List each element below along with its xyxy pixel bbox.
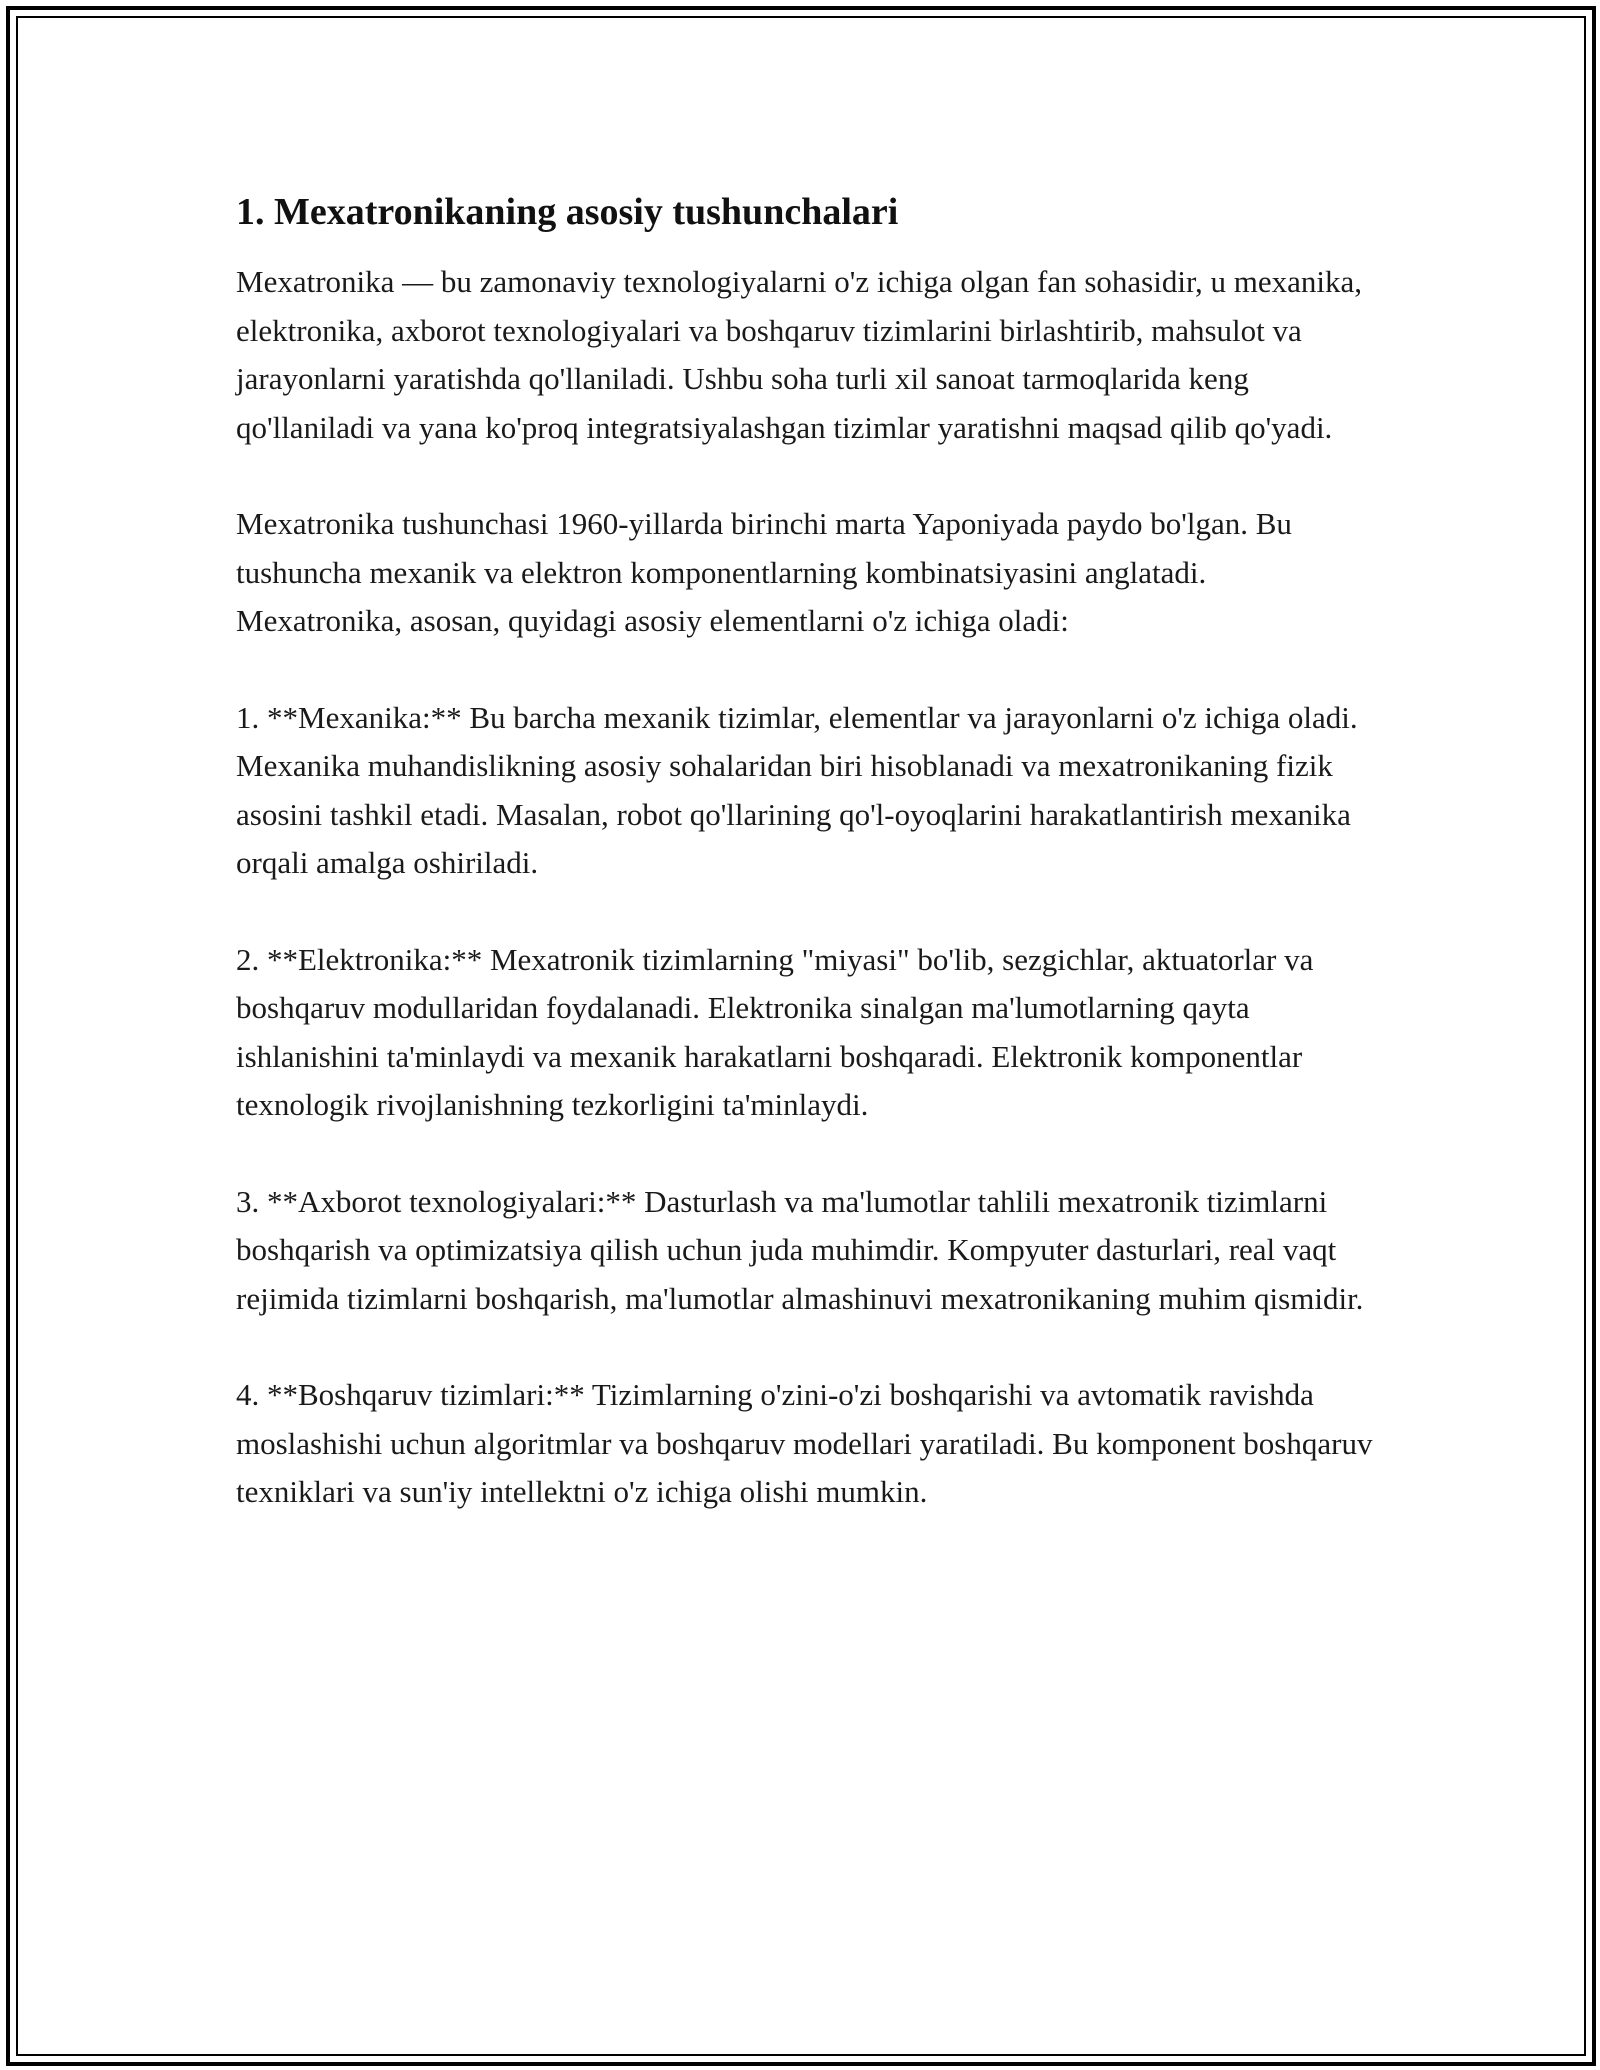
- list-item-control-systems: 4. **Boshqaruv tizimlari:** Tizimlarning o'zini-o'zi boshqarishi va avtomatik ravishda moslashishi uchun algoritmlar va boshqaruv modellari yaratiladi. Bu komponent boshqaruv texniklari va sun'iy intellektni o'z ichiga olishi mumkin.: [236, 1377, 1373, 1509]
- intro-paragraph: Mexatronika — bu zamonaviy texnologiyalarni o'z ichiga olgan fan sohasidir, u mexanika, elektronika, axborot texnologiyalari va boshqaruv tizimlarini birlashtirib, mahsulot va jarayonlarni yaratishda qo'llaniladi. Ushbu soha turli xil sanoat tarmoqlarida keng qo'llaniladi va yana ko'proq integratsiyalashgan tizimlar yaratishni maqsad qilib qo'yadi.: [236, 264, 1363, 445]
- list-item-mechanics: 1. **Mexanika:** Bu barcha mexanik tizimlar, elementlar va jarayonlarni o'z ichiga oladi. Mexanika muhandislikning asosiy sohalaridan biri hisoblanadi va mexatronikaning fizik asosini tashkil etadi. Masalan, robot qo'llarining qo'l-oyoqlarini harakatlantirish mexanika orqali amalga oshiriladi.: [236, 699, 1358, 880]
- list-item-electronics: 2. **Elektronika:** Mexatronik tizimlarning "miyasi" bo'lib, sezgichlar, aktuatorlar va boshqaruv modullaridan foydalanadi. Elektronika sinalgan ma'lumotlarning qayta ishlanishini ta'minlaydi va mexanik harakatlarni boshqaradi. Elektronik komponentlar texnologik rivojlanishning tezkorligini ta'minlaydi.: [236, 941, 1314, 1122]
- list-item-information-technology: 3. **Axborot texnologiyalari:** Dasturlash va ma'lumotlar tahlili mexatronik tizimlarni boshqarish va optimizatsiya qilish uchun juda muhimdir. Kompyuter dasturlari, real vaqt rejimida tizimlarni boshqarish, ma'lumotlar almashinuvi mexatronikaning muhim qismidir.: [236, 1183, 1364, 1316]
- section-heading: 1. Mexatronikaning asosiy tushunchalari: [236, 191, 899, 233]
- history-paragraph: Mexatronika tushunchasi 1960-yillarda birinchi marta Yaponiyada paydo bo'lgan. Bu tushuncha mexanik va elektron komponentlarning kombinatsiyasini anglatadi. Mexatronika, asosan, quyidagi asosiy elementlarni o'z ichiga oladi:: [236, 506, 1292, 638]
- document-body: [236, 188, 1376, 1565]
